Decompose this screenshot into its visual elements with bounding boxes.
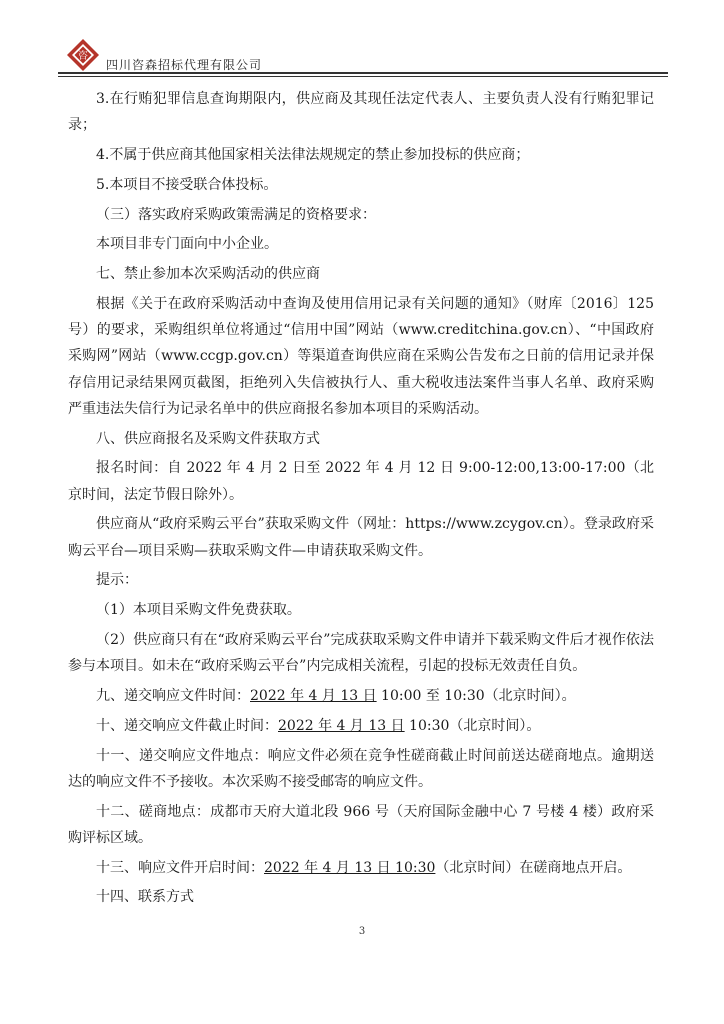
paragraph-policy-requirements: （三）落实政府采购政策需满足的资格要求： bbox=[96, 206, 376, 223]
section-heading-7: 七、禁止参加本次采购活动的供应商 bbox=[96, 266, 320, 283]
section-heading-10 bbox=[68, 713, 654, 739]
header-rule-thin bbox=[58, 76, 668, 77]
section-10-label: 十、递交响应文件截止时间： bbox=[96, 717, 278, 734]
section-9-date: 2022 年 4 月 13 日 bbox=[250, 687, 377, 704]
section-9-time: 10:00 至 10:30（北京时间）。 bbox=[376, 687, 576, 704]
section-heading-12: 十二、磋商地点：成都市天府大道北段 966 号（天府国际金融中心 7 号楼 4 楼）政府采购评标区域。 bbox=[68, 803, 654, 846]
document-body bbox=[68, 86, 654, 914]
company-logo-icon bbox=[66, 38, 100, 72]
section-10-date: 2022 年 4 月 13 日 bbox=[278, 717, 405, 734]
section-13-tail: （北京时间）在磋商地点开启。 bbox=[435, 859, 632, 876]
company-name: 四川咨森招标代理有限公司 bbox=[106, 58, 263, 72]
paragraph-other-prohibited: 4.不属于供应商其他国家相关法律法规规定的禁止参加投标的供应商； bbox=[96, 147, 530, 163]
paragraph-bribery-record: 3.在行贿犯罪信息查询期限内，供应商及其现任法定代表人、主要负责人没有行贿犯罪记录； bbox=[68, 91, 654, 134]
paragraph-tip-2: （2）供应商只有在“政府采购云平台”完成获取采购文件申请并下载采购文件后才视作依法参与本项目。如未在“政府采购云平台”内完成相关流程，引起的投标无效责任自负。 bbox=[68, 631, 654, 675]
section-9-label: 九、递交响应文件时间： bbox=[96, 687, 250, 704]
section-heading-9 bbox=[68, 683, 654, 709]
paragraph-registration-time: 报名时间：自 2022 年 4 月 2 日至 2022 年 4 月 12 日 9:00-12:00,13:00-17:00（北京时间，法定节假日除外）。 bbox=[68, 460, 654, 503]
page-number: 3 bbox=[358, 926, 366, 937]
paragraph-tips-label: 提示： bbox=[96, 572, 138, 589]
page-header bbox=[58, 38, 668, 78]
logo-char: 咨 bbox=[78, 51, 88, 62]
paragraph-tip-1: （1）本项目采购文件免费获取。 bbox=[96, 602, 301, 619]
section-13-date: 2022 年 4 月 13 日 10:30 bbox=[264, 859, 436, 876]
header-rule-thick bbox=[58, 72, 668, 74]
section-heading-8: 八、供应商报名及采购文件获取方式 bbox=[96, 430, 320, 447]
section-heading-14: 十四、联系方式 bbox=[96, 889, 194, 906]
section-10-time: 10:30（北京时间）。 bbox=[404, 717, 541, 734]
paragraph-sme: 本项目非专门面向中小企业。 bbox=[96, 236, 278, 253]
paragraph-credit-check: 根据《关于在政府采购活动中查询及使用信用记录有关问题的通知》（财库〔2016〕125号）的要求，采购组织单位将通过“信用中国”网站（www.creditchina.gov.cn）、“中国政府采购网”网站（www.ccgp.gov.cn）等渠道查询供应商在采购公告发布之日前的信用记录并保存信用记录结果网页截图，拒绝列入失信被执行人、重大税收违法案件当事人名单、政府采购严重违法失信行为记录名单中的供应商报名参加本项目的采购活动。 bbox=[68, 295, 654, 417]
section-heading-13 bbox=[68, 855, 654, 881]
paragraph-platform: 供应商从“政府采购云平台”获取采购文件（网址：https://www.zcygov.cn）。登录政府采购云平台—项目采购—获取采购文件—申请获取采购文件。 bbox=[68, 516, 654, 559]
section-13-label: 十三、响应文件开启时间： bbox=[96, 859, 264, 876]
paragraph-no-consortium: 5.本项目不接受联合体投标。 bbox=[96, 176, 278, 193]
section-heading-11: 十一、递交响应文件地点：响应文件必须在竞争性磋商截止时间前送达磋商地点。逾期送达的响应文件不予接收。本次采购不接受邮寄的响应文件。 bbox=[68, 747, 654, 790]
